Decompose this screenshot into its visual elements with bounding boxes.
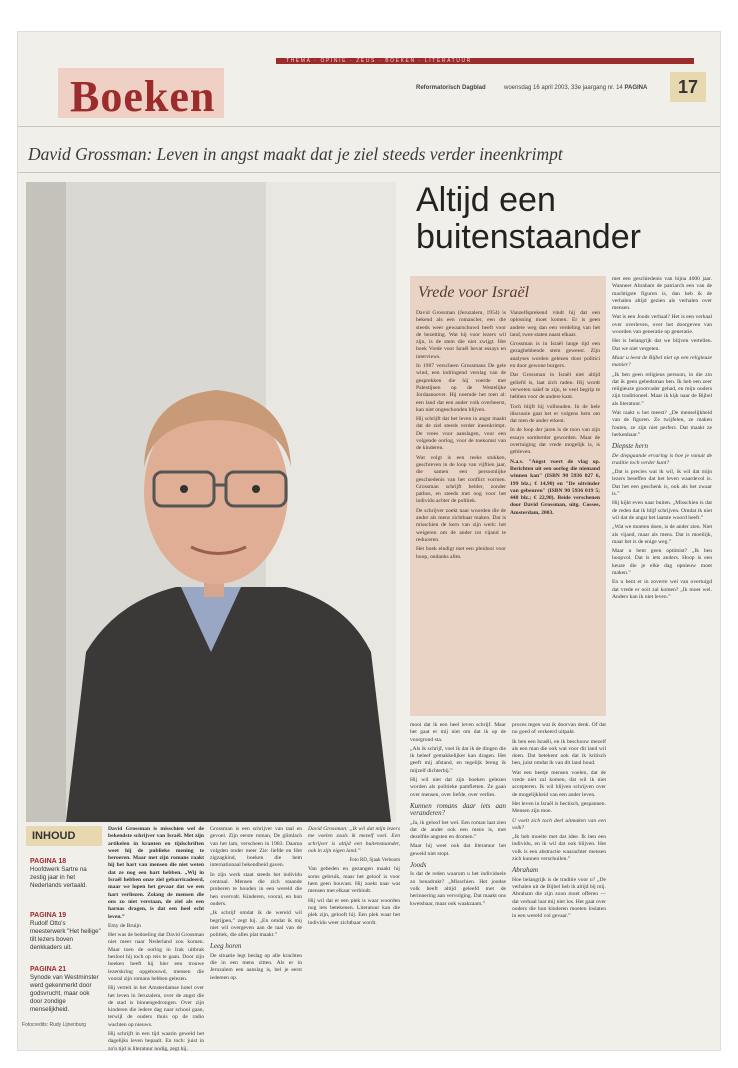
dateline (504, 85, 647, 91)
main-headline: Altijd een buitenstaander (416, 181, 641, 256)
photo-credit: Fotocredits: Rudy Lijnenburg (22, 1022, 86, 1028)
paragraph: David Grossman (Jeruzalem, 1954) is bekend als een romancier, een die steeds weer gewaarschuwd heeft voor de bezetting. Wat hij voor lezers wil zijn, is de stem die niet zwijgt. Het boek Vrede voor Israël bevat essays en interviews. (416, 310, 506, 360)
article-intro-column (108, 826, 204, 1052)
subheading: Joods (410, 861, 427, 870)
paragraph: „Ik schrijf omdat ik de wereld wil begrijpen,” zegt hij. „En omdat ik mij niet wil overgeven aan de taal van de politiek, die alles plat maakt.” (210, 910, 302, 939)
paragraph: proces tegen wat ik doorvan denk. Of dat nu goed of verkeerd uitpakt. (512, 722, 606, 736)
contents-page: PAGINA 18 (30, 858, 67, 865)
question: De diepgaande ervaring is hoe je vanuit de traditie toch verder kunt? (612, 452, 712, 466)
paragraph: Hij vertelt in het Amsterdamse hotel over het leven in Jeruzalem, over de angst die de stad is binnengedrongen. Over zijn kinderen die iedere dag naar school gaan, terwijl de ouders thuis op de radio wachten op nieuws. (108, 985, 204, 1028)
subheading: Kunnen romans daar iets aan veranderen? (410, 801, 506, 818)
question: Maar u leest de Bijbel niet op een religieuze manier? (612, 354, 712, 369)
paragraph: mooi dat ik een heel leven schrijf. Maar het gaat er mij niet om dat ik op de voorgrond sta. (410, 722, 506, 743)
paragraph: met een geschiedenis van bijna 4000 jaar. Wanneer Abraham de patriarch een van de machtigste figuren is, dan heb ik de verhalen altijd gezien als verhalen over mensen. (612, 276, 712, 312)
paragraph: Hij schrijft in een tijd waarin geweld het dagelijks leven bepaalt. En toch: juist in zo'n tijd is literatuur nodig, zegt hij. (108, 1031, 204, 1052)
paragraph: Hij wil niet dat zijn boeken gelezen worden als politieke pamfletten. Ze gaan over mensen, over liefde, over verlies. (410, 777, 506, 798)
paragraph: Toch blijft hij volhouden. In de hele discussie gaat het er volgens hem om dat men de ander erkent. (510, 403, 600, 425)
photo-credit-caption: Foto RD, Sjaak Verboom (349, 858, 400, 864)
kicker-headline: David Grossman: Leven in angst maakt dat je ziel steeds verder ineenkrimpt (28, 144, 563, 164)
review-column-1 (416, 310, 506, 710)
paragraph: De schrijver zoekt naar woorden die de ander als mens zichtbaar maken. Dat is misschien de kern van zijn werk: het weigeren om de ander tot vijand te reduceren. (416, 507, 506, 543)
paragraph: In zijn werk staat steeds het individu centraal. Mensen die zich staande proberen te houden in een wereld die hen overvalt. Kinderen, vooral, en hun ouders. (210, 871, 302, 907)
paragraph: Het was de bedoeling dat David Grossman niet meer naar Nederland zou komen. Maar toen de oorlog in Irak uitbrak besloot hij toch op reis te gaan. Door zijn boeken heeft hij hier een trouwe lezerskring opgebouwd, mensen die vooral zijn romans hebben gelezen. (108, 932, 204, 982)
review-title: Vrede voor Israël (418, 284, 530, 301)
paragraph: Van gebeden en gezangen maakt hij soms gebruik, maar het geloof is voor hem geen houvast. Hij zoekt naar wat mensen met elkaar verbindt. (308, 866, 400, 895)
contents-page: PAGINA 19 (30, 912, 67, 919)
subheading: Leeg horen (210, 942, 242, 951)
byline: Emy de Bruijn (108, 922, 141, 929)
divider (18, 172, 720, 173)
paragraph: Wat is een Joods verhaal? Het is een verhaal over overleven, over het doorgeven van woorden van generatie op generatie. (612, 314, 712, 336)
paragraph: Hij kijkt even naar buiten. „Misschien is dat de reden dat ik blijf schrijven. Omdat ik niet wil dat de angst het laatste woord heeft.” (612, 500, 712, 521)
paragraph: Het is belangrijk dat we blijven vertellen. Dat we niet vergeten. (612, 338, 712, 352)
newspaper-name: Reformatorisch Dagblad (416, 85, 486, 91)
contents-text: Hoofdwerk Sartre na zestig jaar in het Nederlands vertaald. (30, 866, 88, 889)
subheading: Diepste hern (612, 442, 648, 451)
paragraph: Hij schrijft dat het leven in angst maakt dat de ziel steeds verder ineenkrimpt. De vrees voor aanslagen, voor een volgende oorlog, voor de toekomst van de kinderen. (416, 416, 506, 452)
paragraph: Dat Grossman in Israël niet altijd geliefd is, laat zich raden. Hij wordt verweten naïef te zijn, te veel begrip te hebben voor de andere kant. (510, 372, 600, 401)
contents-page: PAGINA 21 (30, 966, 67, 973)
paragraph: Maar u bent geen optimist? „Ik ben hoopvol. Dat is iets anders. Hoop is een keuze die je elke dag opnieuw moet maken.” (612, 548, 712, 576)
contents-item (30, 912, 102, 952)
paragraph: Hoe belangrijk is de traditie voor u? „De verhalen uit de Bijbel heb ik altijd bij mij. Abraham die zijn zoon moet offeren — dat verhaal laat mij niet los. Het gaat over ouders die hun kinderen moeten loslaten in een wereld vol gevaar.” (512, 876, 606, 920)
section-title: Boeken (70, 72, 216, 121)
page-number: 17 (670, 72, 706, 102)
contents-item (30, 858, 102, 890)
paragraph: „Wat we moeten doen, is de ander zien. Niet als vijand, maar als mens. Dat is moeilijk, maar het is de enige weg.” (612, 524, 712, 545)
paragraph: In 1987 verscheen Grossmans De gele wind, een indringend verslag van de gesprekken die hij voerde met Palestijnen op de Westelijke Jordaanoever. Hij noemde het toen al: een land dat een ander volk overheerst, kan niet ongeschonden blijven. (416, 363, 506, 413)
paragraph: Grossman is een schrijver van taal en gevoel. Zijn eerste roman, De glimlach van het lam, verscheen in 1983. Daarna volgden onder meer Zie: liefde en Het zigzagkind, boeken die hem internationaal bekendheid gaven. (210, 826, 302, 869)
paragraph: De situatie legt beslag op alle krachten die in een mens zitten. Als er in Jeruzalem een aanslag is, bel je eerst iedereen op. (210, 952, 302, 981)
paragraph: Maar hij weet ook dat literatuur het geweld niet stopt. (410, 843, 506, 857)
paragraph: „Ik heb moeite met dat idee. Ik ben een individu, en ik wil dat ook blijven. Het volk is een abstractie waarachter mensen zich kunnen verschuilen.” (512, 834, 606, 863)
article-column-c (308, 826, 400, 1040)
paragraph: Wat raakt u het meest? „De menselijkheid van de figuren. Ze twijfelen, ze maken fouten, ze zijn niet perfect. Dat maakt ze herkenbaar.” (612, 410, 712, 438)
paragraph: Ik ben een Israëli, en ik beschouw mezelf als een man die ook wat voor dit land wil doen. Dat betekent ook dat ik kritisch ben, juist omdat ik van dit land houd. (512, 738, 606, 767)
paragraph: „Als ik schrijf, voel ik dat ik de dingen die ik beleef gemakkelijker kan dragen. Het geeft mij afstand, en tegelijk breng ik mijzelf dichterbij.” (410, 745, 506, 774)
book-colophon: N.a.v. "Angst voert de vlag op. Berichten uit een oorlog die niemand winnen kan" (ISBN 90 5936 027 6, 199 blz.; € 14,90) en "De uitvinder van gebeuren" (ISBN 90 5936 019 5; 448 blz.; € 22,90). Beide verschenen door David Grossman, uitg. Cossee, Amsterdam, 2003. (510, 458, 600, 516)
photo-caption: David Grossman: „Ik wil dat mijn lezers me voelen zoals ik mezelf voel. Een schrijver is altijd een buitenstaander, ook in zijn eigen land.” (308, 826, 400, 854)
paragraph: „Dat is precies wat ik wil, ik wil dat mijn lezers beseffen dat het leven waardevol is. Dat het een geschenk is, ook als het zwaar is.” (612, 469, 712, 498)
review-column-2 (510, 310, 600, 710)
section-strip: THEMA · OPINIE · ZEUS · BOEKEN · LITERATUUR (276, 58, 694, 64)
paragraph: Het boek eindigt met een pleidooi voor hoop, ondanks alles. (416, 546, 506, 560)
review-box (410, 276, 606, 716)
contents-text: Rudolf Otto's meesterwerk "Het heilige" tilt lezers boven denkkaders uit. (30, 920, 101, 951)
paragraph: Hij wil dat er een plek is waar woorden nog iets betekenen. Literatuur kan die plek zijn, gelooft hij. Een plek waar het individu weer zichtbaar wordt. (308, 897, 400, 926)
newspaper-page (18, 32, 720, 1050)
page-label: PAGINA (624, 85, 648, 91)
paragraph: Het leven in Israël is hectisch, gespannen. Mensen zijn moe. (512, 800, 606, 815)
article-column-b (210, 826, 302, 1040)
article-column-f (612, 276, 712, 1036)
contents-text: Synode van Westminster werd gekenmerkt door godsvrucht, maar ook door zondige menselijkheid. (30, 974, 99, 1013)
paragraph: En u bent er in zoverre wel van overtuigd dat vrede er ooit zal komen? „Ik moet wel. Anders kan ik niet leven.” (612, 579, 712, 600)
paragraph: Vanzelfsprekend vindt hij dat een oplossing moet komen. Er is geen andere weg dan een verdeling van het land, twee staten naast elkaar. (510, 310, 600, 338)
paragraph: „Ja, ik geloof het wel. Een roman laat zien dat de ander ook een mens is, met dezelfde angsten en dromen.” (410, 819, 506, 841)
paragraph: Grossman is in Israël lange tijd een gezaghebbende stem geweest. Zijn analyses worden gelezen door politici en door gewone burgers. (510, 341, 600, 370)
article-intro: David Grossman is misschien wel de bekendste schrijver van Israël. Met zijn artikelen in kranten en tijdschriften weet hij de publieke mening te beroeren. Maar met zijn romans raakt hij het hart van mensen die niet weten dat ze nog een hart hebben. „Wij in Israël hebben onze ziel gebarricadeerd, maar we lopen het gevaar dat we een hart verliezen. Zolang de mensen die ons zo niet verstaan, de ziel als een harnas dragen, is dat een heel echt leven.” (108, 826, 204, 920)
author-photo (26, 182, 396, 822)
date-text: woensdag 16 april 2003, 33e jaargang nr. 14 (504, 85, 623, 91)
paragraph: In de loop der jaren is de toon van zijn essays somberder geworden. Maar de overtuiging dat vrede mogelijk is, is gebleven. (510, 427, 600, 456)
paragraph: Is dat de reden waarom u het individuele zo benadrukt? „Misschien. Het joodse volk heeft altijd geleefd met de herinnering aan vervolging. Dat maakt ons kwetsbaar, maar ook waakzaam.” (410, 871, 506, 907)
question: U voelt zich toch deel uitmaken van een volk? (512, 817, 606, 831)
contents-title: INHOUD (26, 826, 102, 846)
author-photo-illustration (26, 182, 396, 822)
paragraph: „Ik ben geen religieus persoon, in die zin dat ik geen gebedsman ben. Ik heb een zeer religieuze grootvader gehad, en mijn ouders zijn traditioneel. Maar ik kijk naar de Bijbel als literatuur.” (612, 371, 712, 407)
divider (18, 126, 720, 127)
contents-sidebar (26, 826, 102, 1036)
subheading: Abraham (512, 866, 539, 875)
contents-item (30, 966, 102, 1014)
paragraph: Wat volgt is een reeks stukken, geschreven in de loop van vijftien jaar, die samen een persoonlijke geschiedenis van het conflict vormen. Grossman schrijft helder, zonder pathos, en steeds met oog voor het individu achter de politiek. (416, 454, 506, 505)
paragraph: Wat een beetje mensen voelen, dat de vrede niet zal komen, dat wil ik niet accepteren. Ik wil blijven schrijven over de mogelijkheid van een ander leven. (512, 769, 606, 798)
article-column-d (410, 722, 506, 1038)
masthead (18, 32, 720, 122)
article-column-e (512, 722, 606, 1038)
